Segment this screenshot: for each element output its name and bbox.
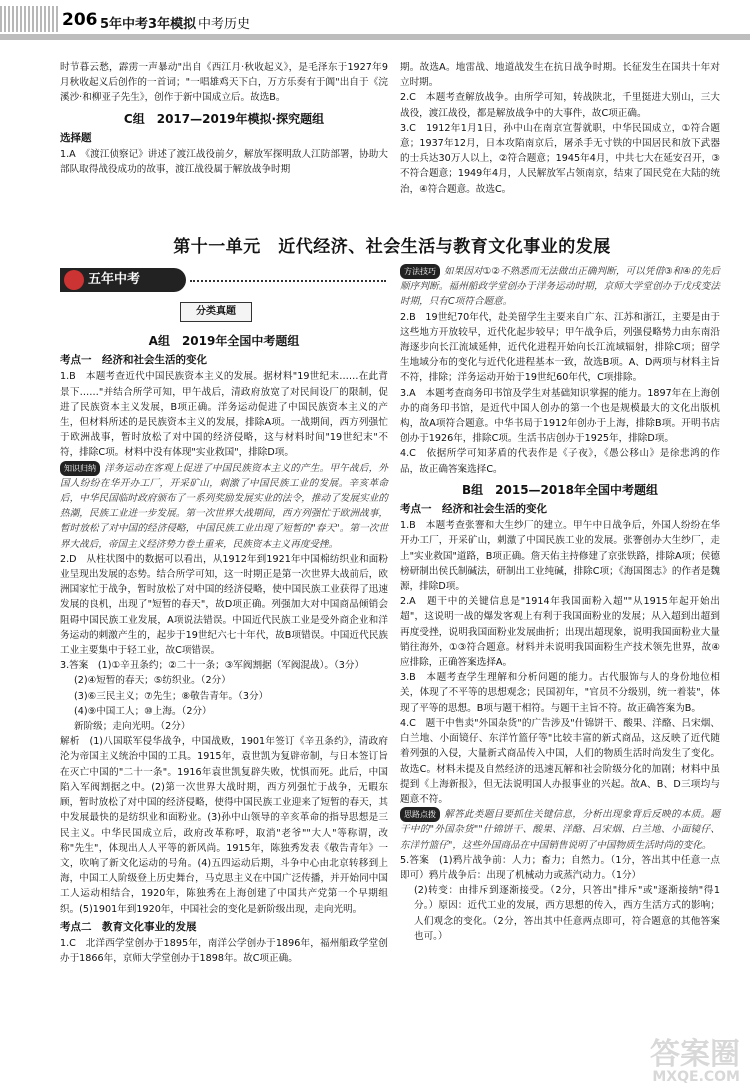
watermark-url: MXQE.COM — [652, 1069, 740, 1085]
kaodian-title: 考点一 经济和社会生活的变化 — [60, 354, 207, 367]
category-label: 分类真题 — [180, 302, 252, 322]
answer-item: 期。故选A。地雷战、地道战发生在抗日战争时期。长征发生在国共十年对立时期。 — [400, 62, 720, 89]
answer-subitem: (4)⑨中国工人；⑩上海。（2分） — [74, 705, 212, 717]
answer-item: 1.A 《渡江侦察记》讲述了渡江战役前夕，解放军探明敌人江防部署，协助大部队取得战役成功的故事，渡江战役属于解放战争时期 — [60, 149, 388, 176]
five-year-banner — [60, 268, 390, 296]
subject: 中考历史 — [198, 17, 251, 32]
watermark-text: 答案圈 — [650, 1037, 740, 1072]
b-group-title: B组 2015—2018年全国中考题组 — [462, 482, 658, 497]
runner-icon — [64, 270, 84, 290]
right-column — [400, 264, 720, 944]
section-label: 选择题 — [60, 131, 92, 144]
answer-subitem: 新阶级；走向光明。（2分） — [74, 721, 191, 733]
answer-item: 5.答案 (1)鸦片战争前：人力；畜力；自然力。（1分，答出其中任意一点即可）鸦片战争后：出现了机械动力或蒸汽动力。（1分） — [400, 854, 720, 881]
answer-subitem: (2)④短暂的春天；⑤纺织业。（2分） — [74, 675, 231, 687]
answer-subitem: (3)⑥三民主义；⑦先生；⑧敬告青年。（3分） — [74, 690, 269, 702]
kaodian-title: 考点一 经济和社会生活的变化 — [400, 503, 547, 516]
answer-subitem: (2)转变：由排斥到逐渐接受。（2分，只答出"排斥"或"逐渐接纳"得1分。）原因：近代工业的发展，西方思想的传入，西方生活方式的影响；人们观念的变化。（2分，答出其中任意两点即可，符合题意的其他答案也可。） — [414, 885, 720, 942]
header-bar — [0, 34, 750, 40]
page-header — [0, 0, 750, 46]
answer-item: 3.A 本题考查商务印书馆及学生对基础知识掌握的能力。1897年在上海创办的商务印书馆，是近代中国人创办的第一个也是规模最大的文化出版机构，故A项符合题意。中华书局于1912年创办于上海，排除B项。开明书店创办于1926年，排除C项。生活书店创办于1925年，排除D项。 — [400, 387, 720, 445]
top-left-column — [60, 60, 388, 177]
c-group-title: C组 2017—2019年模拟·探究题组 — [123, 111, 325, 126]
header-decoration — [0, 6, 60, 32]
analysis: 解析 (1)八国联军侵华战争，中国战败，1901年签订《辛丑条约》，清政府沦为帝国主义统治中国的工具。1915年，袁世凯为复辟帝制，与日本签订旨在灭亡中国的"二十一条"。1916年袁世凯复辟失败，忧惧而死。此后，中国陷入军阀割据之中。(2)第一次世界大战时期，西方列强忙于战争，无暇东顾，暂时放松了对中国的经济侵略，使得中国民族工业迎来了短暂的春天，其中发展最快的是纺织业和面粉业。(3)孙中山领导的辛亥革命的指导思想是三民主义。中华民国成立后，政府改革称呼，取消"老爷""大人"等称谓，改称"先生"，体现出人人平等的新风尚。1915年，陈独秀发表《敬告青年》一文，吹响了新文化运动的号角。(4)五四运动后期，斗争中心由北京转移到上海，中国工人阶级登上历史舞台，马克思主义在中国广泛传播，并开始同中国工人运动相结合，1920年，陈独秀在上海创建了中国共产党第一个早期组织。(5)1901年到1920年，中国社会的变化是新阶级出现，走向光明。 — [60, 736, 388, 915]
dotted-divider — [190, 280, 386, 282]
knowledge-tag-icon: 知识归纳 — [60, 461, 100, 476]
thinking-tag-icon: 思路点拨 — [400, 807, 440, 822]
answer-item: 3.C 1912年1月1日，孙中山在南京宣誓就职，中华民国成立，①符合题意；1937年12月，日本攻陷南京后，屠杀手无寸铁的中国居民和放下武器的士兵达30万人以上，②符合题意；1945年4月，中共七大在延安召开，③不符合题意；1949年4月，人民解放军占领南京，结束了国民党在大陆的统治，④符合题意。故选C。 — [400, 122, 720, 195]
answer-item: 3.答案 (1)①辛丑条约；②二十一条；③军阀割据（军阀混战）。（3分） — [60, 660, 365, 672]
note-text: 解答此类题目要抓住关键信息，分析出现象背后反映的本质。题干中的"外国杂货""什锦饼干、酸果、洋酪、吕宋烟、白兰地、小面镜仔、东洋竹篮仔"，这些外国商品在中国销售说明了中国物质生活时尚的变化。 — [400, 809, 720, 851]
answer-item: 1.C 北洋西学堂创办于1895年，南洋公学创办于1896年，福州船政学堂创办于1866年，京师大学堂创办于1898年。故C项正确。 — [60, 937, 388, 965]
note-text: 洋务运动在客观上促进了中国民族资本主义的产生。甲午战后，外国人纷纷在华开办工厂，开采矿山，刺激了中国民族工业的发展。辛亥革命后，中华民国临时政府颁布了一系列奖励发展实业的法令，推动了发展实业的热潮，民族工业进一步发展。第一次世界大战期间，西方列强忙于欧洲战事，暂时放松了对中国的经济侵略，中国民族工业出现了短暂的"春天"。第一次世界大战后，帝国主义经济势力卷土重来，民族资本主义再度受挫。 — [60, 462, 388, 550]
knowledge-note — [60, 461, 388, 552]
book-title: 5年中考3年模拟 — [100, 17, 197, 32]
page-number: 206 — [62, 10, 98, 30]
answer-item: 2.C 本题考查解放战争。由所学可知，转战陕北，千里挺进大别山，三大战役，渡江战役，都是解放战争中的大事件，故C项正确。 — [400, 92, 720, 119]
left-column — [60, 328, 388, 966]
method-tag-icon: 方法技巧 — [400, 264, 440, 279]
unit-title: 第十一单元 近代经济、社会生活与教育文化事业的发展 — [173, 237, 611, 257]
answer-item: 2.D 从柱状图中的数据可以看出，从1912年到1921年中国棉纺织业和面粉业呈现出发展的态势。结合所学可知，这一时期正是第一次世界大战前后，欧洲国家忙于战争，暂时放松了对中国的经济侵略，使中国民族工业获得了迅速发展的良机，出现了"短暂的春天"，故D项正确。列强加大对中国商品倾销会阻碍中国民族工业发展，A项说法错误。中国近代民族工业是受外商企业和洋务运动的刺激产生的，起步于19世纪六七十年代，故B项错误。中国近代民族工业主要集中于轻工业，故C项错误。 — [60, 553, 388, 657]
note-text: 如果因对①②不熟悉而无法做出正确判断，可以凭借③和④的先后顺序判断。福州船政学堂创办于洋务运动时期，京师大学堂创办于戊戌变法时期，只有C项符合题意。 — [400, 266, 720, 308]
answer-item: 4.C 题干中售卖"外国杂货"的广告涉及"什锦饼干、酸果、洋酪、吕宋烟、白兰地、小面镜仔、东洋竹篮仔等"比较丰富的新式商品，这反映了近代随着列强的入侵，大量新式商品传入中国，人们的物质生活时尚发生了变化。故选C。材料未提及自然经济的迅速瓦解和社会阶级分化的加剧；材料中虽提到《上海新报》，但无法说明国人办报事业的兴起。故A、B、D三项均与题意不符。 — [400, 717, 720, 805]
answer-item: 2.A 题干中的关键信息是"1914年我国面粉入超""从1915年起开始出超"，这说明一战的爆发客观上有利于我国面粉业的发展；从入超到出超到再度受挫，说明我国面粉业发展曲折；出现出超现象，说明我国面粉业大量销往海外，①③符合题意。材料并未说明我国面粉生产技术领先世界，故④应排除，正确答案选择A。 — [400, 596, 720, 669]
top-right-column — [400, 60, 720, 197]
method-note — [400, 264, 720, 310]
a-group-title: A组 2019年全国中考题组 — [148, 334, 300, 348]
answer-item: 3.B 本题考查学生理解和分析问题的能力。古代服饰与人的身份地位相关，体现了不平等的思想观念；民国初年，"官员不分级别，统一着装"，体现了平等的思想。B项与题干相符。与题干主旨不符。故正确答案为B。 — [400, 672, 720, 714]
thinking-note — [400, 807, 720, 853]
watermark — [600, 1037, 740, 1086]
five-year-label: 五年中考 — [88, 272, 141, 287]
answer-item: 4.C 依据所学可知茅盾的代表作是《子夜》，《愚公移山》是徐悲鸿的作品，故正确答案选择C。 — [400, 448, 720, 475]
kaodian-title: 考点二 教育文化事业的发展 — [60, 920, 197, 933]
answer-item: 2.B 19世纪70年代，赴美留学生主要来自广东、江苏和浙江，主要是由于这些地方开放较早，近代化起步较早；甲午战争后，列强侵略势力由东南沿海逐步向长江流域延伸，近代化进程开始向长江流域辐射，排除C项；留学生地域分布的变化与近代化进程基本一致，故选B项。A、D两项与材料主旨不符，排除；洋务运动开始于19世纪60年代，C项排除。 — [400, 311, 720, 384]
paragraph: 时节暮云愁，霹雳一声暴动"出自《西江月·秋收起义》，是毛泽东于1927年9月秋收起义后创作的一首词；"一唱雄鸡天下白，万方乐奏有于阗"出自于《浣溪沙·和柳亚子先生》，创作于新中国成立后。故选B。 — [60, 62, 388, 104]
answer-item: 1.B 本题考查近代中国民族资本主义的发展。据材料"19世纪末……在此背景下……"并结合所学可知，甲午战后，清政府放宽了对民间设厂的限制，促进了民族资本主义发展，B项正确。洋务运动促进了中国民族资本主义的产生，但材料所述的是民族资本主义的发展，排除A项。一战期间，西方列强忙于欧洲战事，暂时放松了对中国的经济侵略，这与材料时间"19世纪末"不符，排除C项。材料中没有体现"实业救国"，排除D项。 — [60, 371, 388, 459]
answer-item: 1.B 本题考查张謇和大生纱厂的建立。甲午中日战争后，外国人纷纷在华开办工厂，开采矿山，刺激了中国民族工业的发展。张謇创办大生纱厂，走上"实业救国"道路，B项正确。詹天佑主持修建了京张铁路，排除A项；侯德榜研制出侯氏制碱法，研制出工业纯碱，排除C项；《海国图志》的作者是魏源，排除D项。 — [400, 520, 720, 593]
